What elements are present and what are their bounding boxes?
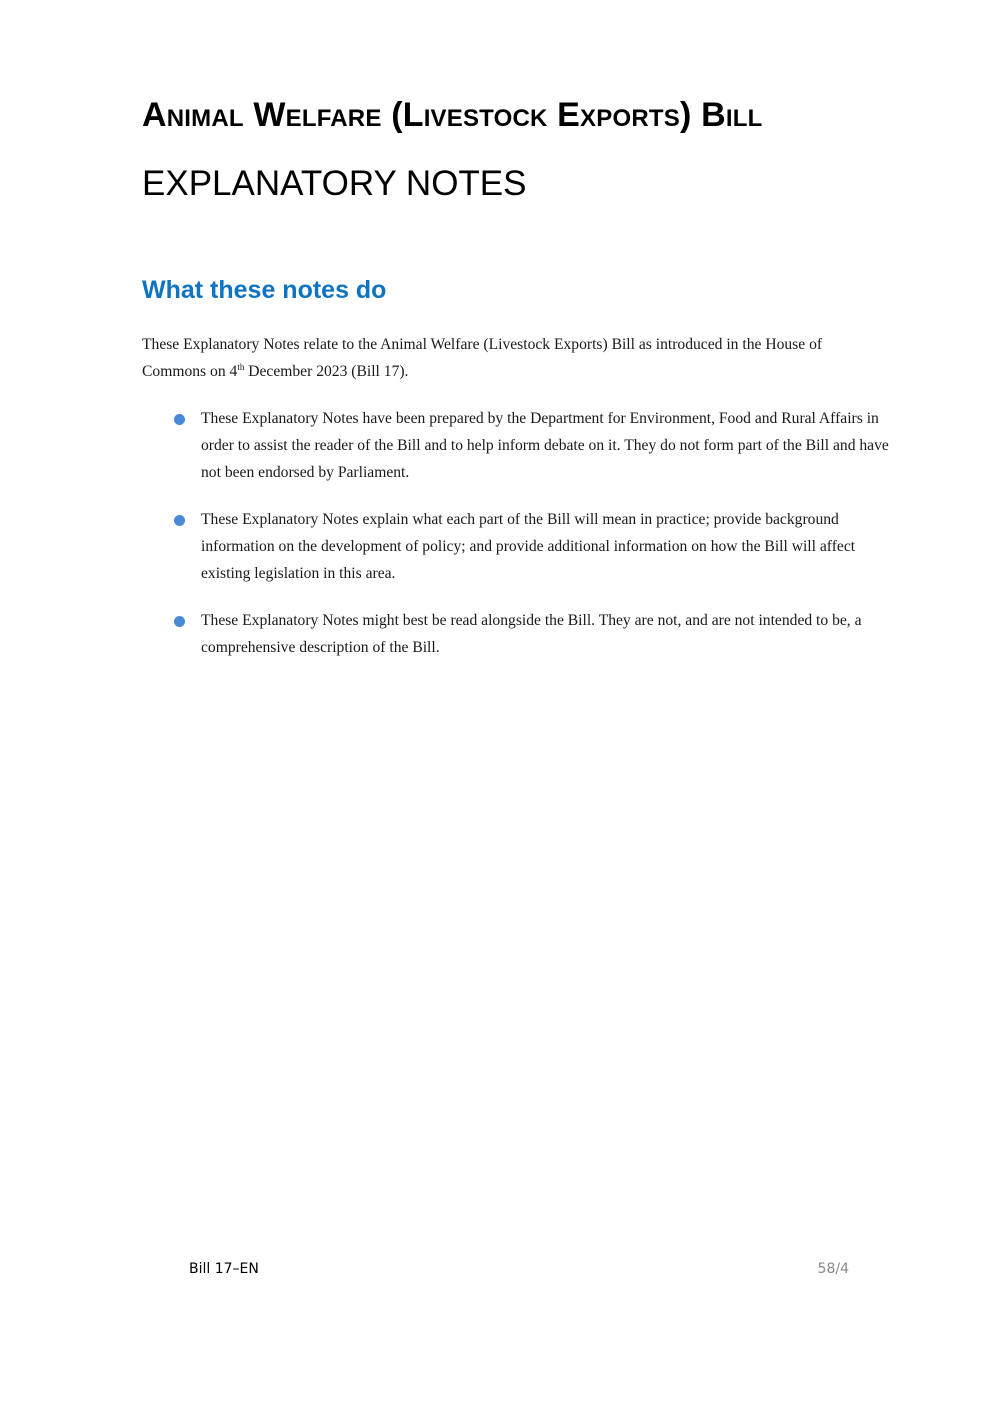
document-subtitle: EXPLANATORY NOTES: [142, 164, 527, 203]
bullet-text: These Explanatory Notes have been prepared by the Department for Environment, Food and Rural Affairs in order to assist the reader of the Bill and to help inform debate on it. They do not form part of the Bill and have not been endorsed by Parliament.: [201, 410, 889, 481]
intro-paragraph: [142, 331, 882, 385]
bullet-dot-icon: [174, 515, 185, 526]
ordinal-suffix: th: [237, 361, 245, 372]
bullet-item: [201, 506, 901, 587]
bullet-item: [201, 607, 901, 661]
intro-text-end: December 2023 (Bill 17).: [244, 363, 409, 380]
bullet-dot-icon: [174, 414, 185, 425]
bullet-text: These Explanatory Notes explain what each part of the Bill will mean in practice; provide background information on the development of policy; and provide additional information on how the Bill will affect existing legislation in this area.: [201, 511, 856, 582]
bullet-dot-icon: [174, 616, 185, 627]
footer-bill-reference: Bill 17–EN: [189, 1261, 259, 1277]
bullet-item: [201, 405, 901, 486]
intro-text-start: These Explanatory Notes relate to the Animal Welfare (Livestock Exports) Bill as introduced in the House of Commons on 4: [142, 336, 823, 380]
bill-title: Animal Welfare (Livestock Exports) Bill: [142, 96, 763, 134]
bullet-text: These Explanatory Notes might best be read alongside the Bill. They are not, and are not intended to be, a comprehensive description of the Bill.: [201, 612, 862, 656]
section-heading: What these notes do: [142, 276, 387, 304]
footer-page-reference: 58/4: [817, 1261, 849, 1277]
